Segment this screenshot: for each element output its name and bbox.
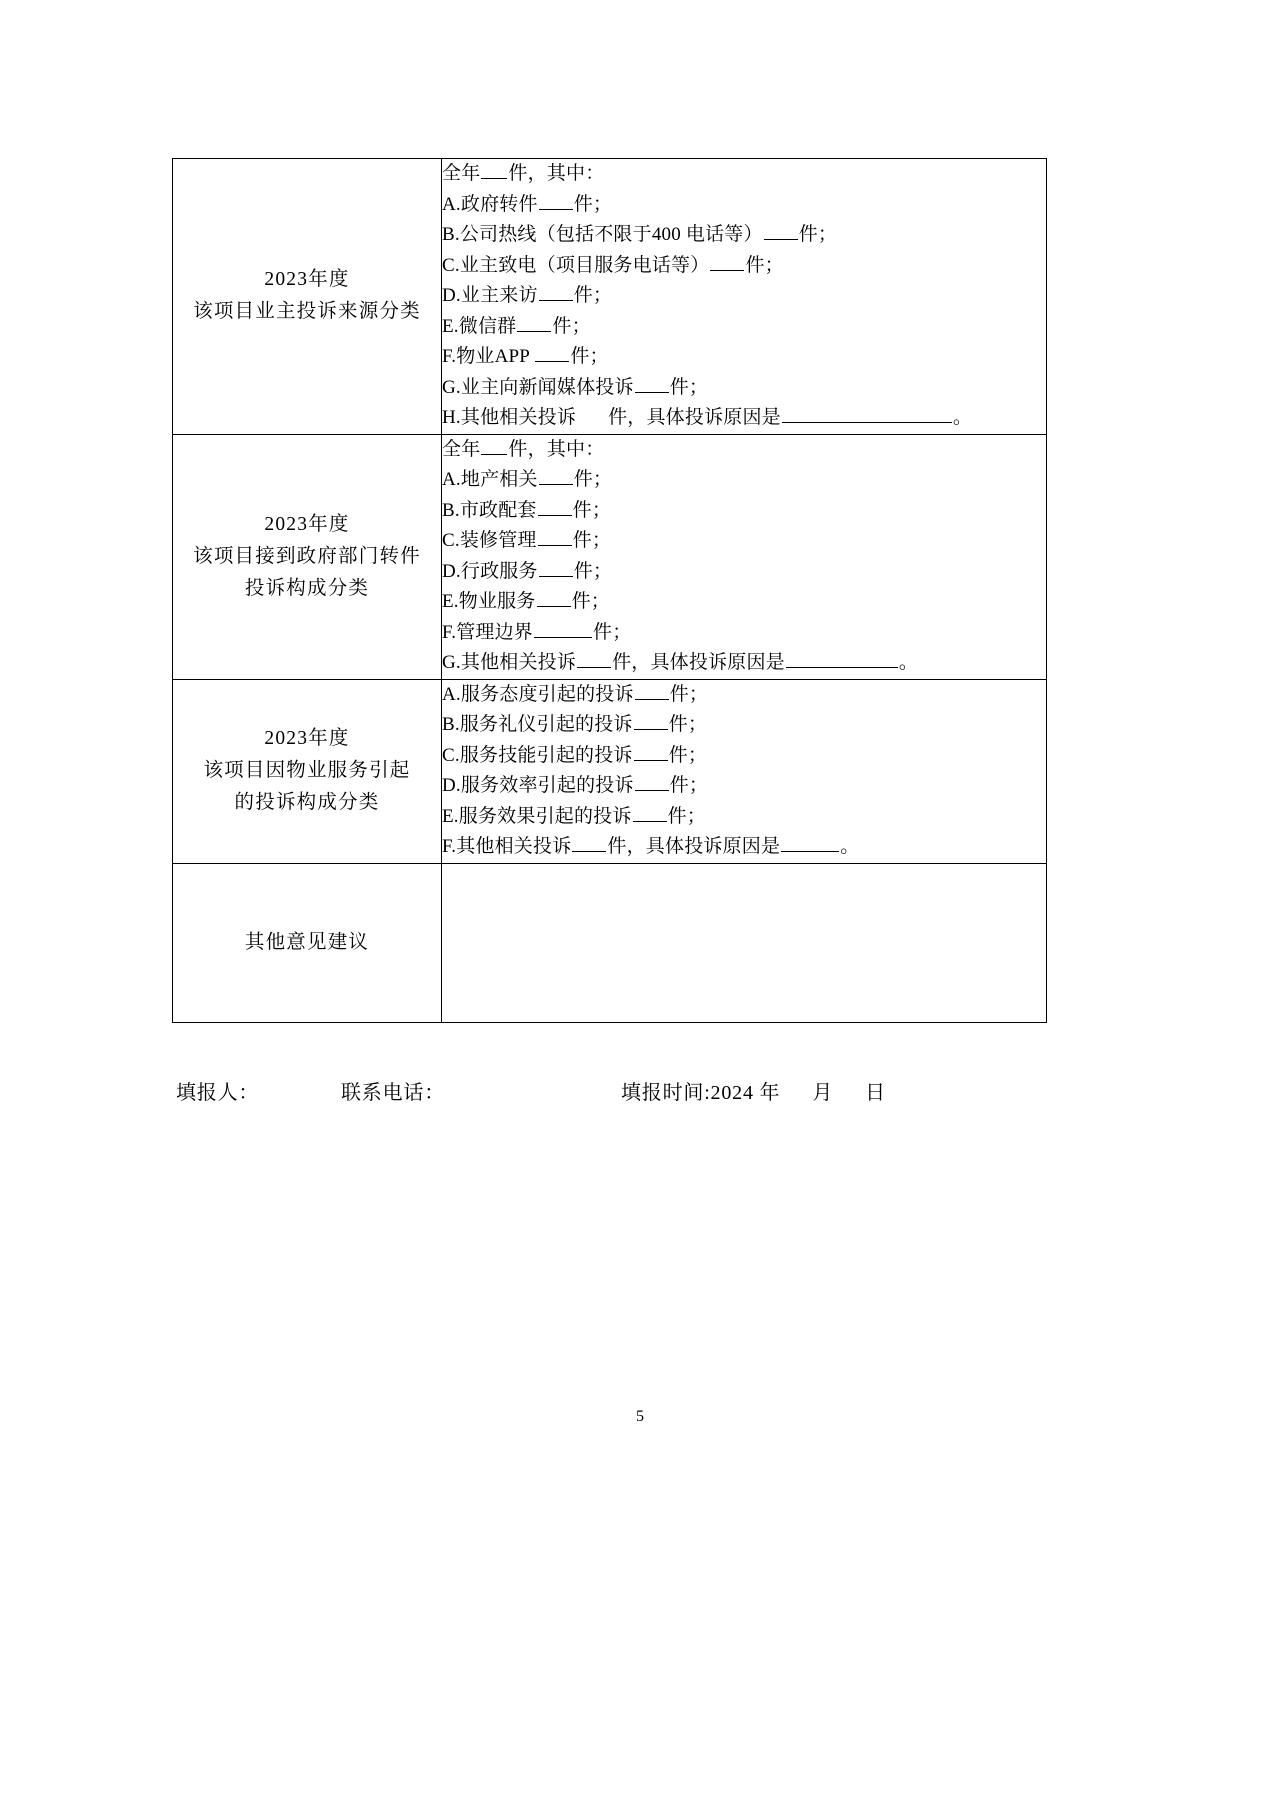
option-line [442, 190, 1046, 221]
option-prefix: H. [442, 407, 461, 428]
option-text: 服务效果引起的投诉 [458, 805, 632, 827]
fill-blank[interactable] [539, 557, 573, 576]
option-prefix: E. [442, 315, 459, 337]
fill-blank[interactable] [577, 649, 611, 668]
option-text-after: 件； [552, 315, 591, 337]
row-label-line: 的投诉构成分类 [234, 792, 380, 813]
row-content-complaint-source [442, 159, 1047, 435]
option-line [442, 435, 1046, 466]
fill-blank[interactable] [634, 741, 668, 760]
day-label: 日 [865, 1082, 886, 1104]
option-text-after: 件； [573, 469, 613, 490]
option-text: 微信群 [458, 315, 517, 337]
option-line [442, 710, 1046, 741]
fill-blank[interactable] [517, 312, 551, 331]
option-text-after: 件； [570, 346, 609, 367]
table-row [173, 434, 1047, 679]
page-number: 5 [636, 1408, 644, 1425]
fill-blank[interactable] [538, 527, 572, 546]
row-label-line: 该项目因物业服务引起 [203, 760, 411, 781]
fill-blank[interactable] [633, 802, 667, 821]
option-prefix: F. [442, 836, 457, 857]
row-label-line: 2023年度 [264, 269, 350, 291]
month-blank[interactable] [781, 1080, 811, 1099]
option-line [442, 587, 1046, 618]
table-row [173, 159, 1047, 435]
option-prefix: G. [442, 376, 461, 398]
option-line [442, 465, 1046, 496]
fill-blank[interactable] [577, 405, 607, 423]
option-text-after: 件； [573, 193, 613, 215]
option-text: 服务礼仪引起的投诉 [459, 714, 633, 735]
option-prefix: A. [442, 683, 461, 705]
option-line [442, 648, 1046, 679]
option-prefix: A. [442, 193, 461, 215]
fill-blank[interactable] [764, 221, 798, 240]
option-text: 其他相关投诉 [456, 836, 572, 857]
option-text-after: 件； [745, 254, 784, 276]
fill-blank[interactable] [539, 190, 573, 209]
row-label-line: 该项目业主投诉来源分类 [193, 301, 421, 323]
fill-blank[interactable] [635, 680, 669, 699]
option-line [442, 771, 1046, 802]
row-content-government-transfer [442, 434, 1047, 679]
option-prefix: F. [442, 621, 457, 643]
option-line [442, 496, 1046, 527]
row-label-line: 其他意见建议 [244, 931, 370, 953]
option-line [442, 251, 1046, 282]
footer-meta-line [176, 1078, 1056, 1108]
option-prefix: B. [442, 224, 460, 245]
row-content-service-complaints [442, 679, 1047, 863]
reporter-label: 填报人： [176, 1082, 260, 1104]
option-text-end: 。 [952, 407, 973, 428]
option-text: 业主致电（项目服务电话等） [459, 254, 710, 276]
fill-blank[interactable] [539, 466, 573, 485]
option-text: 全年 [442, 438, 481, 460]
option-prefix: B. [442, 714, 460, 735]
fill-blank[interactable] [539, 282, 573, 301]
option-line [442, 159, 1046, 190]
option-line [442, 741, 1046, 772]
option-line [442, 281, 1046, 312]
option-text-after: 件； [573, 560, 613, 582]
table-row [173, 863, 1047, 1022]
fill-blank[interactable] [538, 496, 572, 515]
option-prefix: E. [442, 805, 459, 827]
option-prefix: B. [442, 499, 460, 521]
option-prefix: D. [442, 560, 461, 582]
fill-blank[interactable] [635, 772, 669, 791]
row-label-line: 投诉构成分类 [244, 577, 370, 599]
option-line [442, 373, 1046, 404]
option-line [442, 680, 1046, 711]
option-text-after: 件； [572, 499, 612, 521]
option-line [442, 526, 1046, 557]
day-blank[interactable] [834, 1080, 864, 1099]
row-label-line: 2023年度 [264, 513, 350, 535]
option-text: 管理边界 [456, 621, 534, 643]
option-line [442, 220, 1046, 251]
month-label: 月 [812, 1082, 834, 1104]
fill-blank-reason[interactable] [781, 833, 839, 852]
fill-blank[interactable] [635, 373, 669, 392]
option-prefix: C. [442, 530, 460, 551]
option-text-after: 件，具体投诉原因是 [607, 836, 781, 857]
option-text: 全年 [442, 163, 481, 184]
fill-blank[interactable] [710, 251, 744, 270]
option-text-after: 件； [571, 591, 610, 612]
option-prefix: D. [442, 775, 461, 796]
option-text: 其他相关投诉 [460, 407, 577, 428]
row-label-other-suggestions [173, 863, 442, 1022]
option-text-end: 。 [898, 652, 919, 673]
option-text: 服务效率引起的投诉 [460, 775, 634, 796]
option-prefix: F. [442, 346, 457, 367]
option-text: 服务技能引起的投诉 [459, 744, 633, 766]
option-text-after: 件； [669, 775, 709, 796]
option-text-after: 件，其中： [508, 438, 605, 460]
option-text: 服务态度引起的投诉 [460, 683, 634, 705]
option-text-after: 件，其中： [508, 163, 605, 184]
fill-blank[interactable] [535, 343, 569, 362]
option-line [442, 557, 1046, 588]
fill-blank[interactable] [572, 833, 606, 852]
option-line [442, 618, 1046, 649]
option-text: 政府转件 [460, 193, 538, 215]
option-line [442, 312, 1046, 343]
fill-blank[interactable] [537, 588, 571, 607]
row-content-other-suggestions[interactable] [442, 863, 1047, 1022]
option-text: 装修管理 [459, 530, 537, 551]
fill-blank[interactable] [481, 160, 507, 179]
option-text-after: 件； [669, 683, 709, 705]
option-line [442, 342, 1046, 373]
option-text-after: 件； [668, 714, 708, 735]
option-text: 地产相关 [460, 469, 538, 490]
option-text-after: 件，具体投诉原因是 [612, 652, 785, 673]
option-text: 业主向新闻媒体投诉 [460, 376, 634, 398]
option-line [442, 802, 1046, 833]
option-text-end: 。 [840, 836, 860, 857]
option-text-after: 件； [669, 376, 709, 398]
option-text: 其他相关投诉 [460, 652, 577, 673]
table-row [173, 679, 1047, 863]
option-text-after: 件； [668, 744, 708, 766]
option-prefix: C. [442, 254, 460, 276]
option-prefix: D. [442, 285, 461, 306]
fill-blank[interactable] [634, 711, 668, 730]
fill-blank[interactable] [534, 618, 592, 637]
row-label-line: 该项目接到政府部门转件 [193, 545, 421, 567]
fill-blank-reason[interactable] [786, 649, 898, 668]
option-text: 市政配套 [459, 499, 537, 521]
option-text: 公司热线（包括不限于400 电话等） [459, 224, 763, 245]
option-text-after: 件； [572, 530, 612, 551]
option-text: 物业服务 [458, 591, 536, 612]
option-line [442, 403, 1046, 434]
complaint-statistics-table [172, 158, 1047, 1023]
option-prefix: C. [442, 744, 460, 766]
option-prefix: A. [442, 469, 461, 490]
report-date-label: 填报时间:2024 年 [621, 1082, 781, 1104]
option-line [442, 832, 1046, 863]
fill-blank[interactable] [481, 435, 507, 454]
option-prefix: E. [442, 591, 459, 612]
option-text: 业主来访 [460, 285, 538, 306]
option-prefix: G. [442, 652, 461, 673]
option-text-after: 件，具体投诉原因是 [608, 407, 781, 428]
row-label-service-complaints [173, 679, 442, 863]
row-label-line: 2023年度 [264, 728, 350, 749]
phone-label: 联系电话： [341, 1082, 445, 1104]
option-text-after: 件； [667, 805, 706, 827]
option-text: 物业APP [456, 346, 535, 367]
option-text: 行政服务 [460, 560, 538, 582]
row-label-complaint-source [173, 159, 442, 435]
option-text-after: 件； [573, 285, 613, 306]
option-text-after: 件； [798, 224, 838, 245]
fill-blank-reason[interactable] [782, 404, 952, 423]
row-label-government-transfer [173, 434, 442, 679]
option-text-after: 件； [593, 621, 632, 643]
